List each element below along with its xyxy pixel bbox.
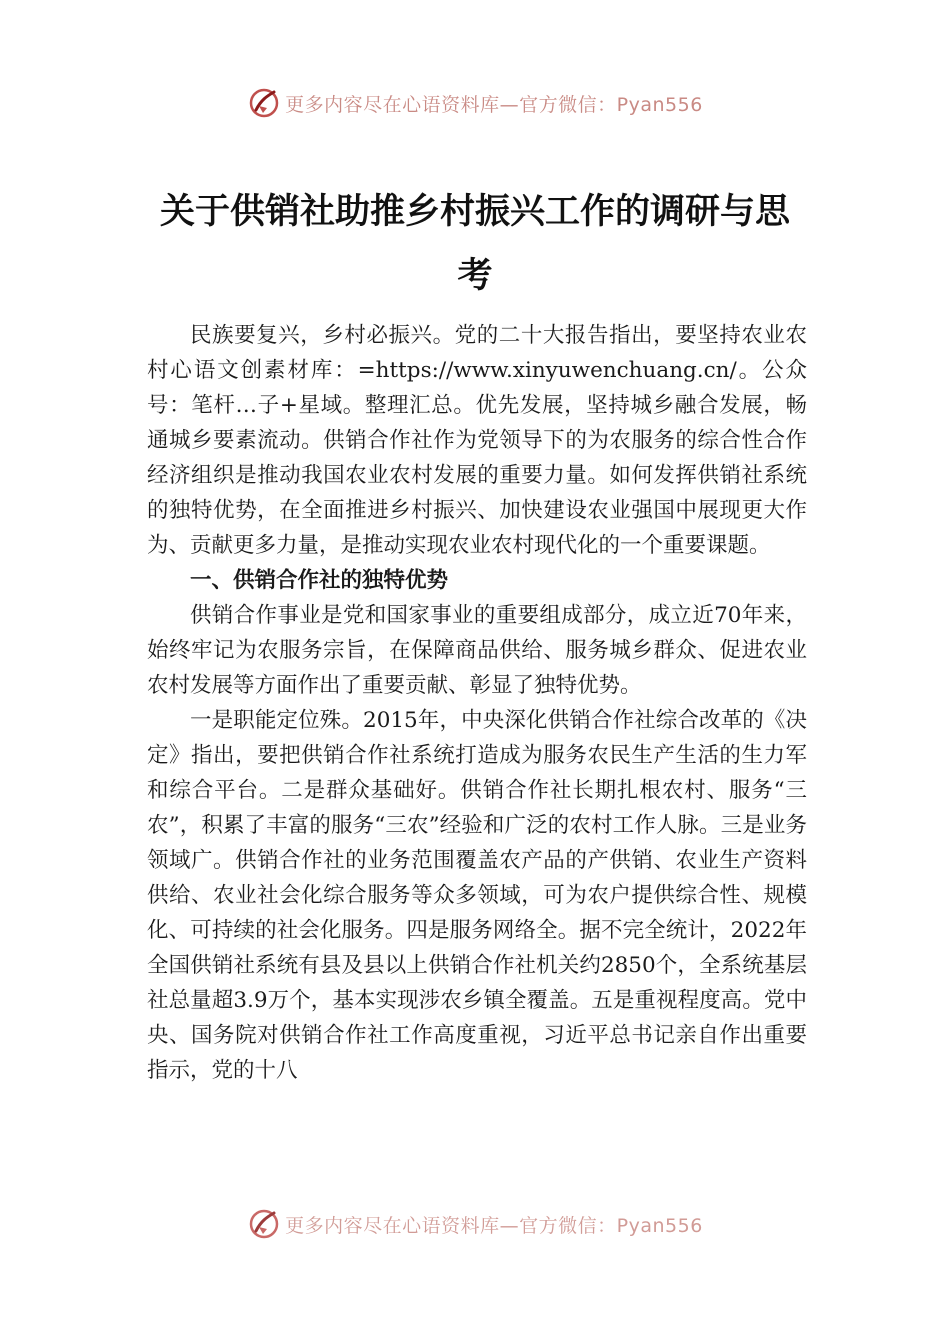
header-watermark	[0, 86, 950, 120]
title-line-2: 考	[457, 255, 493, 296]
watermark-text: 更多内容尽在心语资料库—官方微信：Pyan556	[285, 93, 703, 116]
section-heading-1: 一、供销合作社的独特优势	[190, 568, 449, 593]
watermark-text: 更多内容尽在心语资料库—官方微信：Pyan556	[285, 1214, 703, 1237]
intro-paragraph: 民族要复兴，乡村必振兴。党的二十大报告指出，要坚持农业农村心语文创素材库：=https://www.xinyuwenchuang.cn/。公众号：笔杆…子+星域。整理汇总。优先发展，坚持城乡融合发展，畅通城乡要素流动。供销合作社作为党领导下的为农服务的综合性合作经济组织是推动我国农业农村发展的重要力量。如何发挥供销社系统的独特优势，在全面推进乡村振兴、加快建设农业强国中展现更大作为、贡献更多力量，是推动实现农业农村现代化的一个重要课题。	[147, 323, 807, 558]
title-line-1: 关于供销社助推乡村振兴工作的调研与思	[159, 191, 790, 232]
body-clip	[0, 318, 950, 1218]
footer-watermark	[0, 1207, 950, 1241]
section1-paragraph-1: 供销合作事业是党和国家事业的重要组成部分，成立近70年来，始终牢记为农服务宗旨，在保障商品供给、服务城乡群众、促进农业农村发展等方面作出了重要贡献、彰显了独特优势。	[147, 603, 807, 698]
brush-logo-icon	[247, 86, 281, 120]
section1-paragraph-2: 一是职能定位殊。2015年，中央深化供销合作社综合改革的《决定》指出，要把供销合作社系统打造成为服务农民生产生活的生力军和综合平台。二是群众基础好。供销合作社长期扎根农村、服务“三农”，积累了丰富的服务“三农”经验和广泛的农村工作人脉。三是业务领域广。供销合作社的业务范围覆盖农产品的产供销、农业生产资料供给、农业社会化综合服务等众多领域，可为农户提供综合性、规模化、可持续的社会化服务。四是服务网络全。据不完全统计，2022年全国供销社系统有县及县以上供销合作社机关约2850个，全系统基层社总量超3.9万个，基本实现涉农乡镇全覆盖。五是重视程度高。党中央、国务院对供销合作社工作高度重视，习近平总书记亲自作出重要指示，党的十八	[147, 708, 807, 1083]
document-body	[147, 318, 807, 1088]
brush-logo-icon	[247, 1207, 281, 1241]
document-title	[130, 180, 820, 308]
